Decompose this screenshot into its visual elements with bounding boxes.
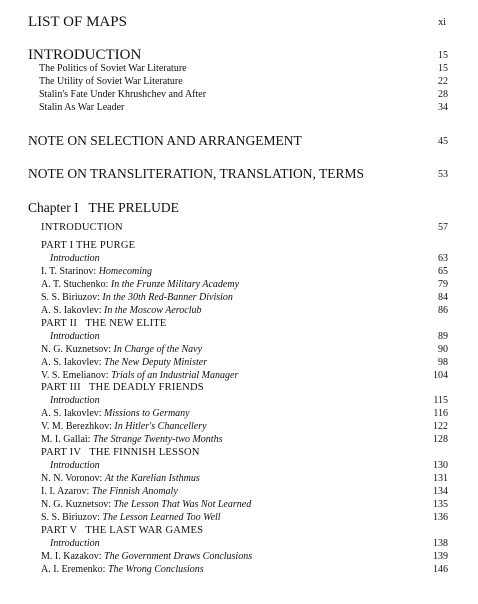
entry-text (41, 512, 221, 523)
entry-text (41, 305, 202, 316)
part-title: PART III THE DEADLY FRIENDS (41, 382, 204, 394)
entry-work: Missions to Germany (104, 408, 190, 420)
entry-work: In Hitler's Chancellery (114, 421, 207, 433)
entry-author: I. T. Starinov: (41, 265, 97, 277)
entry-introduction: Introduction (50, 252, 100, 264)
toc-entry-note-selection (0, 133, 478, 147)
toc-entry (0, 564, 478, 578)
entry-author: V. S. Emelianov: (41, 369, 109, 381)
entry-text (41, 408, 190, 419)
part-heading (0, 525, 478, 539)
entry-text (41, 551, 252, 562)
toc-subentry-title: Stalin As War Leader (39, 102, 125, 113)
toc-title: NOTE ON TRANSLITERATION, TRANSLATION, TERMS (28, 166, 365, 181)
toc-entry (0, 473, 478, 487)
toc-page: 45 (438, 136, 448, 147)
toc-page: 115 (433, 395, 448, 407)
entry-text (41, 279, 239, 290)
toc-page: 116 (433, 408, 448, 420)
entry-work: In the Frunze Military Academy (110, 278, 240, 290)
toc-page: 130 (433, 460, 448, 472)
part-title: PART II THE NEW ELITE (41, 317, 167, 329)
entry-author: A. S. Iakovlev: (41, 304, 102, 316)
toc-page: 136 (433, 511, 448, 523)
toc-entry (0, 408, 478, 422)
entry-work: The New Deputy Minister (104, 356, 208, 368)
entry-introduction: Introduction (50, 537, 100, 549)
toc-entry (0, 292, 478, 306)
entry-text (41, 421, 207, 432)
toc-subentry-title: The Politics of Soviet War Literature (39, 63, 187, 74)
toc-entry (0, 357, 478, 371)
toc-title: LIST OF MAPS (28, 14, 127, 30)
toc-page: 131 (433, 473, 448, 485)
toc-page: 90 (438, 343, 448, 355)
entry-introduction: Introduction (50, 330, 100, 342)
toc-page: 28 (438, 89, 448, 100)
toc-page: 22 (438, 76, 448, 87)
toc-page: 122 (433, 421, 448, 433)
toc-entry (0, 499, 478, 513)
entry-text (41, 564, 204, 575)
entry-work: The Finnish Anomaly (91, 486, 178, 498)
toc-entry (0, 253, 478, 267)
entry-work: In Charge of the Navy (113, 343, 203, 355)
entry-work: At the Karelian Isthmus (104, 473, 200, 485)
toc-page: 135 (433, 499, 448, 510)
entry-author: S. S. Biriuzov: (41, 291, 100, 303)
entry-introduction: Introduction (50, 460, 100, 472)
toc-page: 138 (433, 537, 448, 549)
entry-author: N. N. Voronov: (41, 473, 103, 485)
entry-introduction: Introduction (50, 395, 100, 407)
toc-entry (0, 331, 478, 345)
toc-entry (0, 395, 478, 409)
chapter-title: Chapter I THE PRELUDE (28, 200, 179, 215)
toc-entry-chapter-intro (0, 222, 478, 236)
part-heading (0, 382, 478, 396)
entry-text (41, 344, 202, 355)
entry-work: In the Moscow Aeroclub (104, 304, 202, 316)
toc-entry (0, 538, 478, 552)
entry-text (41, 266, 152, 277)
toc-entry (0, 551, 478, 565)
entry-text (41, 460, 100, 471)
toc-page: 89 (438, 330, 448, 342)
toc-title: INTRODUCTION (28, 47, 142, 63)
toc-page: 34 (438, 102, 448, 113)
entry-work: Trials of an Industrial Manager (111, 369, 239, 381)
toc-page: 57 (438, 222, 448, 233)
toc-page: 63 (438, 252, 448, 264)
toc-title: INTRODUCTION (41, 222, 123, 233)
entry-author: A. S. Iakovlev: (41, 408, 102, 420)
entry-work: The Wrong Conclusions (107, 563, 204, 575)
toc-entry (0, 266, 478, 280)
entry-work: Homecoming (98, 265, 153, 277)
entry-author: A. T. Stuchenko: (41, 278, 109, 290)
toc-entry (0, 512, 478, 526)
entry-text (41, 395, 100, 406)
toc-entry (0, 434, 478, 448)
chapter-heading (0, 200, 478, 214)
toc-entry (0, 279, 478, 293)
toc-subentry-title: The Utility of Soviet War Literature (39, 76, 183, 87)
entry-author: A. I. Eremenko: (41, 563, 106, 575)
toc-page: 146 (433, 563, 448, 575)
entry-author: I. I. Azarov: (41, 486, 90, 498)
entry-text (41, 499, 251, 510)
toc-page: 98 (438, 356, 448, 368)
toc-entry (0, 460, 478, 474)
toc-page: 15 (438, 50, 448, 61)
entry-text (41, 434, 222, 445)
entry-text (41, 253, 100, 264)
entry-text (41, 370, 238, 381)
toc-entry-list-of-maps (0, 14, 478, 28)
toc-page: 84 (438, 291, 448, 303)
toc-page: xi (438, 17, 446, 28)
entry-text (41, 292, 233, 303)
toc-subentry-title: Stalin's Fate Under Khrushchev and After (39, 89, 207, 100)
entry-text (41, 486, 178, 497)
toc-page: 86 (438, 304, 448, 316)
toc-title: NOTE ON SELECTION AND ARRANGEMENT (28, 133, 302, 148)
entry-author: M. I. Gallai: (41, 434, 91, 446)
toc-subentry (0, 63, 478, 77)
toc-entry (0, 486, 478, 500)
toc-entry-note-transliteration (0, 166, 478, 180)
toc-subentry (0, 89, 478, 103)
toc-page: 134 (433, 486, 448, 498)
entry-author: M. I. Kazakov: (41, 550, 102, 562)
entry-text (41, 473, 200, 484)
part-heading (0, 240, 478, 254)
entry-work: The Strange Twenty-two Months (92, 434, 223, 446)
toc-page: 65 (438, 265, 448, 277)
toc-subentry (0, 102, 478, 116)
entry-author: V. M. Berezhkov: (41, 421, 112, 433)
entry-text (41, 357, 207, 368)
entry-work: The Government Draws Conclusions (104, 550, 253, 562)
part-title: PART IV THE FINNISH LESSON (41, 447, 200, 459)
part-title: PART V THE LAST WAR GAMES (41, 524, 204, 536)
entry-work: In the 30th Red-Banner Division (102, 291, 233, 303)
toc-entry (0, 305, 478, 319)
toc-page: 104 (433, 369, 448, 381)
entry-author: N. G. Kuznetsov: (41, 499, 111, 510)
toc-entry (0, 344, 478, 358)
toc-page: 79 (438, 278, 448, 290)
toc-page: 128 (433, 434, 448, 446)
toc-entry (0, 421, 478, 435)
toc-entry (0, 370, 478, 384)
entry-author: N. G. Kuznetsov: (41, 343, 111, 355)
part-heading (0, 318, 478, 332)
toc-page: 139 (433, 550, 448, 562)
entry-author: S. S. Biriuzov: (41, 511, 100, 523)
entry-text (41, 331, 100, 342)
toc-entry-introduction (0, 47, 478, 61)
part-title: PART I THE PURGE (41, 240, 136, 251)
part-heading (0, 447, 478, 461)
toc-page: 15 (438, 63, 448, 74)
entry-work: The Lesson That Was Not Learned (113, 499, 252, 510)
entry-author: A. S. Iakovlev: (41, 356, 102, 368)
toc-subentry (0, 76, 478, 90)
entry-work: The Lesson Learned Too Well (102, 511, 221, 523)
toc-page: 53 (438, 169, 448, 180)
entry-text (41, 538, 100, 549)
